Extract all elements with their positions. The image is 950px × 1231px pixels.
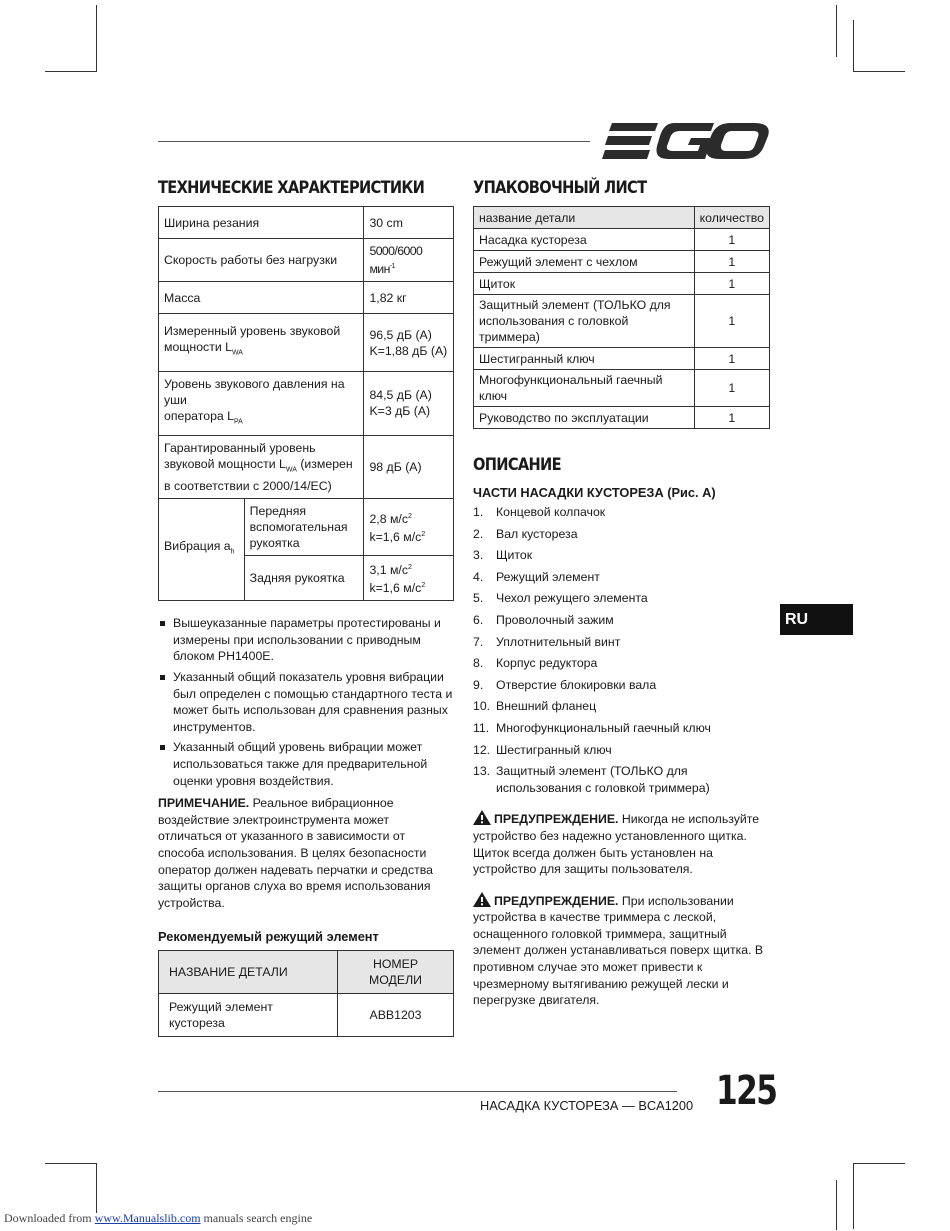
parts-list bbox=[473, 504, 770, 796]
crop-mark bbox=[836, 5, 837, 57]
list-item bbox=[473, 612, 770, 629]
item-number: 6. bbox=[473, 612, 484, 627]
vibration-rear-label: Задняя рукоятка bbox=[244, 556, 364, 601]
spec-value-line bbox=[369, 527, 448, 545]
spec-value bbox=[364, 314, 454, 372]
spec-value-sup: 2 bbox=[407, 564, 412, 571]
spec-value-line: K=3 дБ (A) bbox=[369, 404, 431, 419]
warning bbox=[473, 810, 770, 877]
item-number: 8. bbox=[473, 656, 484, 671]
download-suffix: manuals search engine bbox=[200, 1211, 313, 1225]
item-text: Режущий элемент bbox=[496, 569, 600, 584]
spec-value-line bbox=[369, 509, 448, 527]
table-row bbox=[159, 314, 454, 372]
table-row bbox=[159, 435, 454, 498]
item-text: Чехол режущего элемента bbox=[496, 591, 648, 606]
list-item bbox=[473, 677, 770, 694]
list-item: Указанный общий показатель уровня вибрации был определен с помощью стандартного теста и может быть использован для сравнения разных инструментов. bbox=[158, 669, 454, 735]
spec-value-text: k=1,6 м/с bbox=[369, 530, 422, 545]
crop-mark bbox=[853, 20, 854, 72]
item-text: Проволочный зажим bbox=[496, 612, 614, 627]
item-number: 3. bbox=[473, 548, 484, 563]
spec-label-line: Уровень звукового давления на уши bbox=[164, 377, 345, 408]
warning-label: ПРЕДУПРЕЖДЕНИЕ. bbox=[494, 812, 619, 827]
parts-title: ЧАСТИ НАСАДКИ КУСТОРЕЗА (Рис. A) bbox=[473, 485, 716, 500]
list-item bbox=[473, 504, 770, 521]
item-text: Отверстие блокировки вала bbox=[496, 677, 657, 692]
spec-value-text: 2,8 м/с bbox=[369, 512, 408, 526]
list-item bbox=[473, 720, 770, 737]
table-row bbox=[159, 282, 454, 314]
left-column bbox=[158, 176, 454, 1037]
table-row bbox=[474, 370, 770, 407]
item-text: Уплотнительный винт bbox=[496, 634, 621, 649]
spec-value-line bbox=[369, 560, 448, 578]
table-row bbox=[159, 499, 454, 556]
list-item bbox=[473, 634, 770, 651]
spec-label bbox=[159, 314, 364, 372]
list-item bbox=[473, 698, 770, 715]
table-row bbox=[474, 273, 770, 295]
item-text: Многофункциональный гаечный ключ bbox=[496, 720, 711, 735]
part-name: Шестигранный ключ bbox=[474, 348, 695, 370]
warning-text: При использовании устройства в качестве триммера с леской, оснащенного головкой триммера, защитный элемент должен устанавливаться поверх щитка. В противном случае это может привести к чрезмерному вытягиванию режущей лески и перегрузке двигателя. bbox=[473, 893, 764, 1008]
item-number: 11. bbox=[473, 720, 490, 735]
item-text: Вал кустореза bbox=[496, 526, 578, 541]
part-qty: 1 bbox=[694, 251, 769, 273]
item-number: 4. bbox=[473, 569, 484, 584]
spec-value-sup: 2 bbox=[407, 512, 412, 520]
vibration-label bbox=[159, 499, 245, 601]
spec-value: 98 дБ (A) bbox=[364, 435, 454, 498]
note-text: Реальное вибрационное воздействие электроинструмента может отличаться от указанного в зависимости от способа использования. В целях безопасности оператор должен надевать перчатки и средства защиты органов слуха во время использования устройства. bbox=[158, 796, 433, 910]
item-text: Шестигранный ключ bbox=[496, 742, 612, 757]
part-name: Руководство по эксплуатации bbox=[474, 407, 695, 429]
crop-mark bbox=[836, 1180, 837, 1230]
note-label: ПРИМЕЧАНИЕ. bbox=[158, 796, 250, 811]
item-number: 12. bbox=[473, 742, 491, 757]
table-row bbox=[474, 407, 770, 429]
column-header: НАЗВАНИЕ ДЕТАЛИ bbox=[159, 951, 338, 994]
list-item bbox=[473, 526, 770, 543]
list-item: Указанный общий уровень вибрации может использоваться также для предварительной оценки уровня воздействия. bbox=[158, 739, 454, 789]
spec-label-text: (измерен в соответствии с 2000/14/EC) bbox=[164, 456, 353, 493]
item-number: 9. bbox=[473, 677, 484, 692]
crop-mark bbox=[96, 1163, 97, 1213]
download-prefix: Downloaded from bbox=[4, 1211, 95, 1225]
packing-table bbox=[473, 206, 770, 429]
table-row bbox=[474, 348, 770, 370]
part-qty: 1 bbox=[694, 229, 769, 251]
recommended-title: Рекомендуемый режущий элемент bbox=[158, 929, 379, 945]
warning-label: ПРЕДУПРЕЖДЕНИЕ. bbox=[494, 893, 619, 908]
spec-value-line bbox=[369, 578, 448, 596]
spec-value-line: 96,5 дБ (A) bbox=[369, 327, 432, 342]
item-text: Концевой колпачок bbox=[496, 505, 606, 519]
spec-value-line: 84,5 дБ (A) bbox=[369, 388, 432, 403]
ego-logo bbox=[602, 122, 770, 160]
part-name: Режущий элемент с чехлом bbox=[474, 251, 695, 273]
part-name: Защитный элемент (ТОЛЬКО для использования с головкой триммера) bbox=[474, 295, 695, 348]
note bbox=[158, 795, 454, 911]
spec-value-sup: 2 bbox=[421, 531, 426, 538]
list-item bbox=[473, 569, 770, 586]
spec-label-text: оператора L bbox=[164, 409, 235, 424]
warning-icon bbox=[473, 892, 491, 907]
table-row bbox=[159, 239, 454, 282]
item-number: 13. bbox=[473, 764, 491, 779]
column-header: НОМЕР МОДЕЛИ bbox=[338, 951, 454, 994]
spec-label-text: Вибрация a bbox=[164, 539, 231, 554]
spec-label-sub: PA bbox=[234, 418, 243, 426]
manualslib-link[interactable]: www.Manualslib.com bbox=[94, 1211, 201, 1225]
warning bbox=[473, 892, 770, 1009]
spec-value-line: K=1,88 дБ (A) bbox=[369, 343, 448, 358]
crop-mark bbox=[853, 71, 905, 72]
spec-value bbox=[364, 556, 454, 601]
list-item bbox=[473, 547, 770, 564]
warning-icon bbox=[473, 810, 491, 825]
footer-rule bbox=[158, 1091, 677, 1092]
spec-value bbox=[364, 372, 454, 435]
spec-label-text: Измеренный уровень звуковой мощности L bbox=[164, 324, 341, 355]
list-item bbox=[473, 763, 770, 796]
specs-table bbox=[158, 206, 454, 601]
spec-label-text: Гарантированный уровень звуковой мощности L bbox=[164, 440, 316, 471]
table-row bbox=[159, 207, 454, 239]
warning-text: Никогда не используйте устройство без надежно установленного щитка. Щиток всегда должен быть установлен на устройство для защиты пользователя. bbox=[473, 812, 760, 877]
table-row bbox=[474, 229, 770, 251]
item-number: 7. bbox=[473, 634, 484, 649]
spec-label: Скорость работы без нагрузки bbox=[159, 239, 364, 282]
description-title: ОПИСАНИЕ bbox=[473, 455, 561, 475]
item-number: 1. bbox=[473, 505, 484, 519]
spec-value-sup: -1 bbox=[389, 263, 395, 270]
crop-mark bbox=[45, 71, 97, 72]
list-item: Вышеуказанные параметры протестированы и измерены при использовании с приводным блоком PH1400E. bbox=[158, 615, 454, 665]
spec-label-line bbox=[164, 408, 358, 430]
spec-value-text: 5000/6000 мин bbox=[369, 244, 423, 277]
table-row bbox=[474, 295, 770, 348]
recommended-table bbox=[158, 950, 454, 1037]
item-number: 2. bbox=[473, 526, 484, 541]
table-row bbox=[159, 994, 454, 1037]
item-text: Щиток bbox=[496, 548, 533, 563]
crop-mark bbox=[853, 1163, 905, 1164]
item-number: 10. bbox=[473, 699, 491, 714]
list-item bbox=[473, 742, 770, 759]
crop-mark bbox=[853, 1163, 854, 1229]
list-item bbox=[473, 655, 770, 672]
column-header: название детали bbox=[474, 207, 695, 229]
specs-bullets bbox=[158, 615, 454, 789]
table-row bbox=[159, 372, 454, 435]
item-text: Корпус редуктора bbox=[496, 656, 598, 671]
footer-product: НАСАДКА КУСТОРЕЗА — BCA1200 bbox=[480, 1098, 694, 1113]
download-note bbox=[4, 1211, 312, 1226]
spec-value bbox=[364, 239, 454, 282]
spec-label-sub: WA bbox=[285, 466, 297, 473]
spec-value: 1,82 кг bbox=[364, 282, 454, 314]
spec-value-text: k=1,6 м/с bbox=[369, 581, 422, 596]
spec-value-text: 3,1 м/с bbox=[369, 563, 408, 578]
part-qty: 1 bbox=[694, 348, 769, 370]
spec-label: Масса bbox=[159, 282, 364, 314]
part-qty: 1 bbox=[694, 295, 769, 348]
spec-label bbox=[159, 435, 364, 498]
crop-mark bbox=[45, 1163, 97, 1164]
part-name: Насадка кустореза bbox=[474, 229, 695, 251]
spec-label-sub: h bbox=[230, 548, 235, 556]
item-number: 5. bbox=[473, 591, 484, 606]
crop-mark bbox=[96, 5, 97, 72]
spec-label: Ширина резания bbox=[159, 207, 364, 239]
packing-title: УПАКОВОЧНЫЙ ЛИСТ bbox=[473, 178, 647, 198]
spec-label bbox=[159, 372, 364, 435]
spec-value: 30 cm bbox=[364, 207, 454, 239]
part-name: Щиток bbox=[474, 273, 695, 295]
language-tab: RU bbox=[780, 604, 853, 635]
spec-label-sub: WA bbox=[231, 349, 243, 357]
part-name: Многофункциональный гаечный ключ bbox=[474, 370, 695, 407]
column-header: количество bbox=[694, 207, 769, 229]
page-number: 125 bbox=[716, 1068, 777, 1114]
part-qty: 1 bbox=[694, 273, 769, 295]
specs-title: ТЕХНИЧЕСКИЕ ХАРАКТЕРИСТИКИ bbox=[158, 178, 425, 198]
item-text: Защитный элемент (ТОЛЬКО для использования с головкой триммера) bbox=[496, 764, 710, 795]
list-item bbox=[473, 590, 770, 607]
model-number: ABB1203 bbox=[338, 994, 454, 1037]
header-rule bbox=[158, 141, 590, 142]
table-row bbox=[474, 251, 770, 273]
part-qty: 1 bbox=[694, 370, 769, 407]
spec-value-sup: 2 bbox=[421, 582, 426, 590]
right-column bbox=[473, 176, 770, 1009]
table-header-row bbox=[159, 951, 454, 994]
vibration-front-label: Передняя вспомогательная рукоятка bbox=[244, 499, 364, 556]
spec-value bbox=[364, 499, 454, 556]
part-name: Режущий элемент кустореза bbox=[159, 994, 338, 1037]
table-header-row bbox=[474, 207, 770, 229]
part-qty: 1 bbox=[694, 407, 769, 429]
item-text: Внешний фланец bbox=[496, 699, 597, 714]
